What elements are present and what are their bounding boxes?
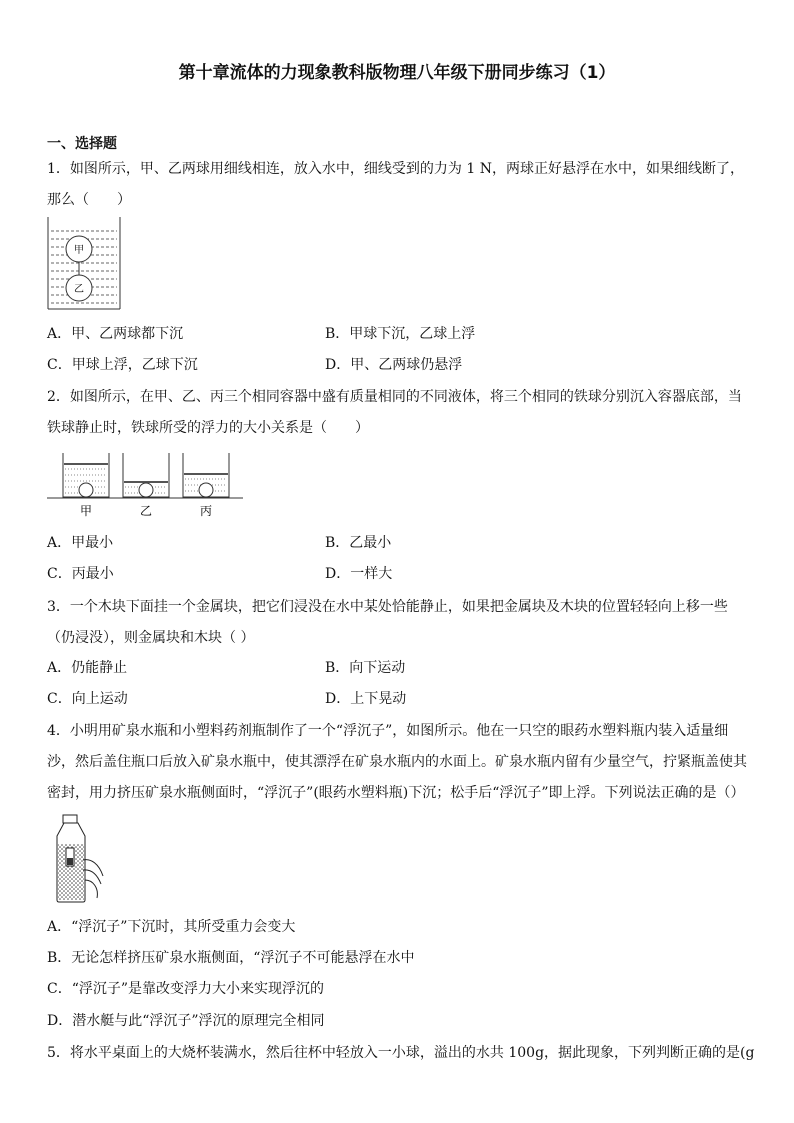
q4-option-b: B．无论怎样挤压矿泉水瓶侧面，“浮沉子不可能悬浮在水中: [47, 950, 415, 966]
question-2-stem: 2．如图所示，在甲、乙、丙三个相同容器中盛有质量相同的不同液体，将三个相同的铁球分别沉入容器底部，当铁球静止时，铁球所受的浮力的大小关系是（ ）: [47, 389, 742, 436]
q1-ball-label: 乙: [74, 284, 84, 295]
q4-option-a: A．“浮沉子”下沉时，其所受重力会变大: [47, 919, 296, 935]
q1-ball-label: 甲: [74, 245, 84, 256]
q1-option-b: B．甲球下沉，乙球上浮: [325, 326, 476, 342]
question-1-stem: 1．如图所示，甲、乙两球用细线相连，放入水中，细线受到的力为 1 N，两球正好悬浮在水中，如果细线断了，那么（ ）: [47, 161, 744, 208]
q2-option-a: A．甲最小: [47, 535, 114, 551]
q2-option-b: B．乙最小: [325, 535, 392, 551]
q3-option-c: C．向上运动: [47, 691, 128, 707]
q4-option-c: C．“浮沉子”是靠改变浮力大小来实现浮沉的: [47, 981, 325, 997]
q2-option-d: D．一样大: [325, 566, 393, 582]
question-4-stem: 4．小明用矿泉水瓶和小塑料药剂瓶制作了一个“浮沉子”，如图所示。他在一只空的眼药水塑料瓶内装入适量细沙，然后盖住瓶口后放入矿泉水瓶中，使其漂浮在矿泉水瓶内的水面上。矿泉水瓶内留有少量空气，拧紧瓶盖使其密封，用力挤压矿泉水瓶侧面时，“浮沉子”(眼药水塑料瓶)下沉；松手后“浮沉子”即上浮。下列说法正确的是（）: [47, 723, 747, 801]
section-heading: 一、选择题: [47, 136, 117, 152]
page-title: 第十章流体的力现象教科版物理八年级下册同步练习（1）: [178, 63, 616, 83]
q1-figure-two-balls: [47, 217, 121, 311]
question-3-stem: 3．一个木块下面挂一个金属块，把它们浸没在水中某处恰能静止，如果把金属块及木块的位置轻轻向上移一些（仍浸没），则金属块和木块（ ）: [47, 599, 728, 646]
q2-container-label: 乙: [139, 504, 153, 518]
q2-container-label: 丙: [199, 504, 213, 518]
q2-option-c: C．丙最小: [47, 566, 114, 582]
q4-option-d: D．潜水艇与此“浮沉子”浮沉的原理完全相同: [47, 1013, 325, 1029]
q3-option-d: D．上下晃动: [325, 691, 407, 707]
q4-figure-bottle: [47, 814, 109, 904]
q1-option-d: D．甲、乙两球仍悬浮: [325, 357, 463, 373]
q1-option-c: C．甲球上浮，乙球下沉: [47, 357, 198, 373]
q1-option-a: A．甲、乙两球都下沉: [47, 326, 184, 342]
q3-option-b: B．向下运动: [325, 660, 406, 676]
q2-figure-three-containers: [47, 451, 243, 521]
q3-option-a: A．仍能静止: [47, 660, 128, 676]
question-5-stem: 5．将水平桌面上的大烧杯装满水，然后往杯中轻放入一小球，溢出的水共 100g，据此现象，下列判断正确的是(g: [47, 1045, 755, 1061]
q2-container-label: 甲: [79, 504, 93, 518]
